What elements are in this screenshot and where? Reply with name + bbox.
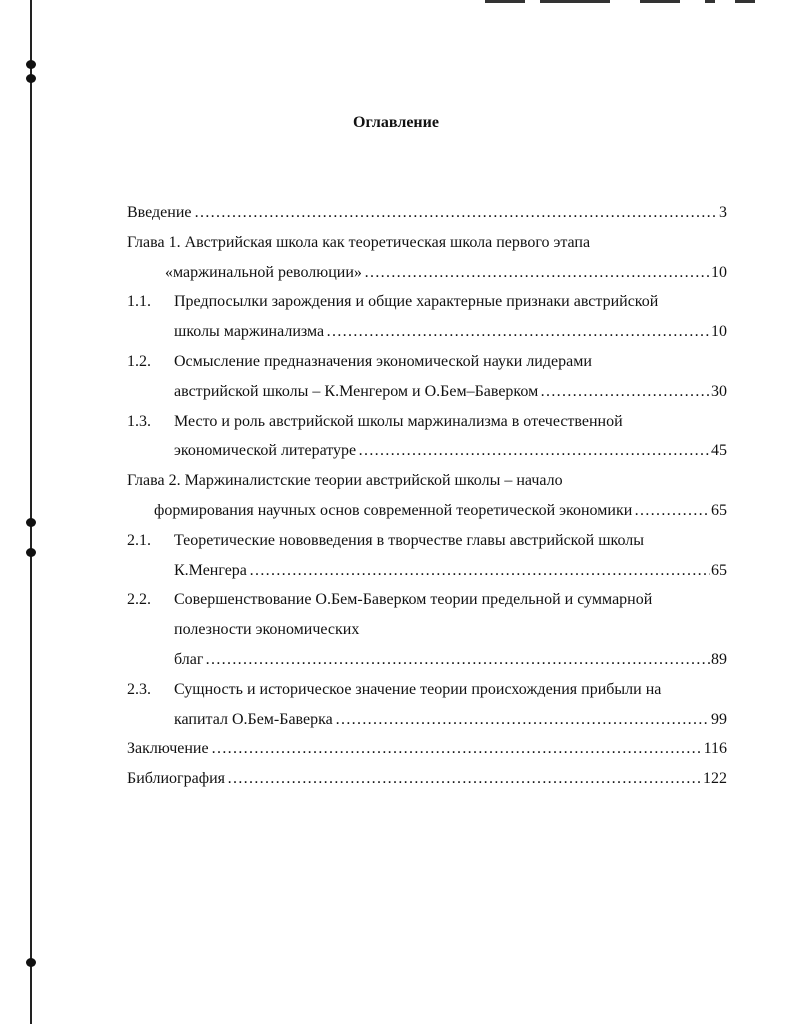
- toc-entry-text: благ: [174, 650, 204, 668]
- binding-line: [30, 0, 32, 1024]
- toc-section-number: 2.3.: [127, 680, 151, 698]
- toc-row: [127, 585, 727, 615]
- toc-entry-text: Глава 2. Маржиналистские теории австрийской школы – начало: [127, 472, 563, 490]
- scan-artifact: [735, 0, 755, 3]
- punch-hole-mark: [26, 74, 36, 83]
- toc-entry-text: «маржинальной революции»: [165, 263, 362, 281]
- toc-page-number: 99: [711, 710, 727, 728]
- toc-page-number: 10: [711, 263, 727, 281]
- toc-dot-leader: [211, 734, 727, 764]
- toc-page-number: 45: [711, 442, 727, 460]
- toc-entry-text: Введение: [127, 204, 192, 221]
- toc-dot-leader: [364, 258, 727, 288]
- toc-row: [127, 228, 727, 258]
- toc-section-number: 1.1.: [127, 293, 151, 311]
- toc-section-number: 1.2.: [127, 352, 151, 370]
- toc-row: [127, 705, 727, 735]
- toc-row: [127, 407, 727, 437]
- toc-row: [127, 615, 727, 645]
- toc-row: [127, 734, 727, 764]
- toc-entry-text: школы маржинализма: [174, 323, 325, 341]
- toc-page-number: 65: [711, 561, 727, 579]
- toc-row: [127, 496, 727, 526]
- scan-artifact: [485, 0, 525, 3]
- toc-entry-text: австрийской школы – К.Менгером и О.Бем–Баверком: [174, 382, 539, 400]
- toc-dot-leader: [326, 317, 727, 347]
- toc-row: [127, 347, 727, 377]
- toc-page-number: 65: [711, 501, 727, 519]
- scan-artifact: [640, 0, 680, 3]
- toc-row: [127, 764, 727, 794]
- toc-row: [127, 645, 727, 675]
- toc-page-number: 3: [719, 204, 727, 221]
- toc-section-number: 2.1.: [127, 531, 151, 549]
- toc-row: [127, 526, 727, 556]
- punch-hole-mark: [26, 958, 36, 967]
- punch-hole-mark: [26, 548, 36, 557]
- toc-page-number: 116: [703, 740, 727, 758]
- toc-entry-text: капитал О.Бем-Баверка: [174, 710, 333, 728]
- page-title: Оглавление: [353, 114, 439, 131]
- toc-entry-text: Совершенствование О.Бем-Баверком теории предельной и суммарной: [174, 591, 653, 609]
- toc-entry-text: Сущность и историческое значение теории происхождения прибыли на: [174, 680, 662, 698]
- toc-entry-text: Глава 1. Австрийская школа как теоретическая школа первого этапа: [127, 233, 591, 251]
- toc-entry-text: К.Менгера: [174, 561, 247, 579]
- toc-entry-text: Теоретические нововведения в творчестве главы австрийской школы: [174, 531, 644, 549]
- toc-dot-leader: [227, 764, 727, 794]
- toc-row: [127, 675, 727, 705]
- toc-page-number: 10: [711, 323, 727, 341]
- toc-dot-leader: [358, 436, 727, 466]
- punch-hole-mark: [26, 518, 36, 527]
- toc-row: [127, 198, 727, 228]
- toc-row: [127, 317, 727, 347]
- toc-page-number: 89: [711, 650, 727, 668]
- toc-page-number: 122: [703, 770, 727, 788]
- toc-row: [127, 466, 727, 496]
- toc-entry-text: Библиография: [127, 770, 225, 788]
- toc-entry-text: Место и роль австрийской школы маржинализма в отечественной: [174, 412, 623, 430]
- toc-row: [127, 287, 727, 317]
- toc-section-number: 1.3.: [127, 412, 151, 430]
- toc-dot-leader: [335, 705, 727, 735]
- toc-dot-leader: [205, 645, 727, 675]
- toc-entry-text: Предпосылки зарождения и общие характерные признаки австрийской: [174, 293, 659, 311]
- toc-entry-text: формирования научных основ современной теоретической экономики: [154, 501, 633, 519]
- toc-entry-text: Заключение: [127, 740, 209, 758]
- toc-dot-leader: [540, 377, 727, 407]
- toc-row: [127, 258, 727, 288]
- toc-dot-leader: [249, 556, 727, 586]
- toc-dot-leader: [194, 198, 727, 228]
- table-of-contents: [127, 198, 727, 794]
- toc-entry-text: полезности экономических: [174, 621, 360, 639]
- toc-row: [127, 377, 727, 407]
- toc-row: [127, 556, 727, 586]
- toc-page-number: 30: [711, 382, 727, 400]
- punch-hole-mark: [26, 60, 36, 69]
- scan-artifact: [705, 0, 715, 3]
- scan-artifact: [540, 0, 610, 3]
- toc-entry-text: экономической литературе: [174, 442, 357, 460]
- toc-section-number: 2.2.: [127, 591, 151, 609]
- binding-edge: [30, 0, 34, 1024]
- toc-entry-text: Осмысление предназначения экономической науки лидерами: [174, 352, 592, 370]
- toc-row: [127, 436, 727, 466]
- toc-dot-leader: [634, 496, 727, 526]
